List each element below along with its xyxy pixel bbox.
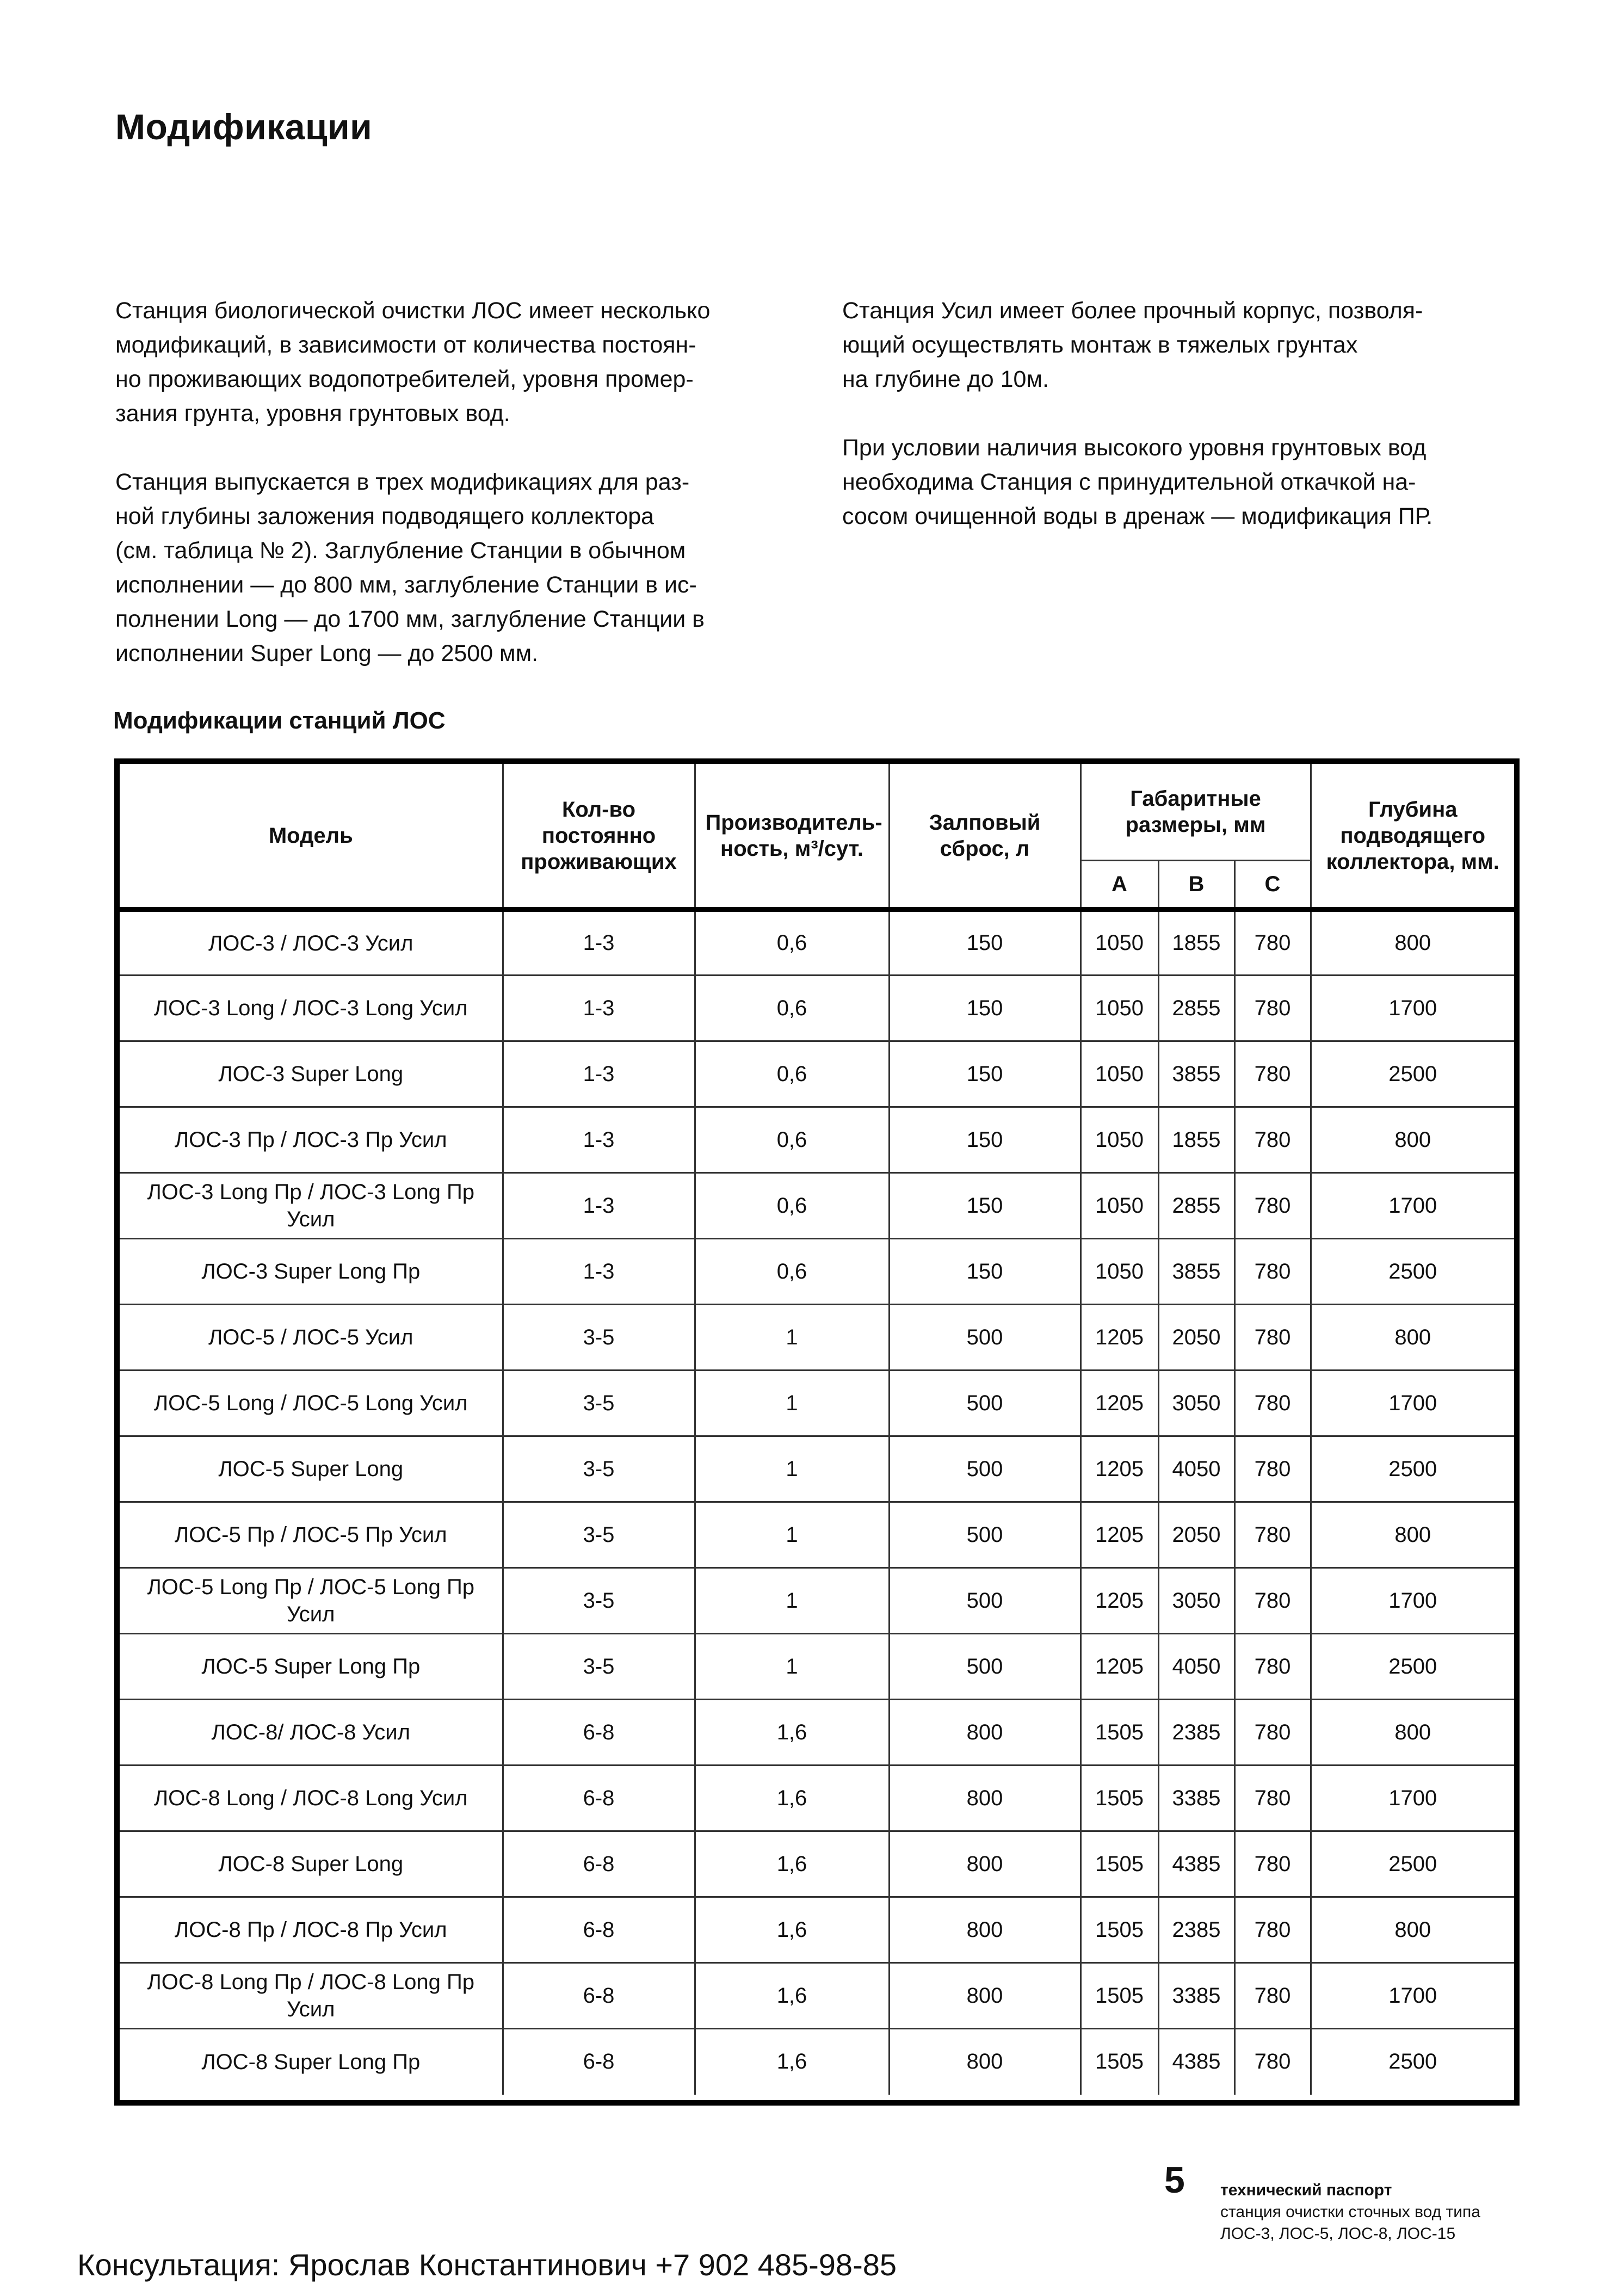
cell-capacity: 1 (695, 1305, 889, 1371)
cell-dim-c: 780 (1234, 1041, 1311, 1107)
cell-dim-c: 780 (1234, 1239, 1311, 1305)
cell-dim-b: 3050 (1158, 1568, 1234, 1634)
left-column-text (115, 294, 790, 705)
cell-depth: 1700 (1311, 1963, 1514, 2029)
cell-discharge: 150 (889, 976, 1080, 1041)
cell-model: ЛОС-8 Long Пр / ЛОС-8 Long Пр Усил (120, 1963, 503, 2029)
table-row (120, 1963, 1514, 2029)
cell-residents: 3-5 (503, 1568, 695, 1634)
table-row (120, 2029, 1514, 2095)
table-row (120, 976, 1514, 1041)
consultation-contact: Консультация: Ярослав Константинович +7 902 485-98-85 (77, 2248, 897, 2282)
cell-dim-c: 780 (1234, 2029, 1311, 2095)
cell-residents: 3-5 (503, 1502, 695, 1568)
cell-dim-b: 2050 (1158, 1502, 1234, 1568)
cell-discharge: 800 (889, 1766, 1080, 1831)
cell-model: ЛОС-3 Long Пр / ЛОС-3 Long Пр Усил (120, 1173, 503, 1239)
cell-dim-b: 3385 (1158, 1766, 1234, 1831)
cell-dim-a: 1505 (1080, 1700, 1158, 1766)
cell-dim-b: 3050 (1158, 1371, 1234, 1436)
table-row (120, 1041, 1514, 1107)
cell-dim-a: 1050 (1080, 1041, 1158, 1107)
cell-capacity: 1 (695, 1568, 889, 1634)
cell-dim-c: 780 (1234, 976, 1311, 1041)
header-discharge: Залповый сброс, л (889, 764, 1080, 910)
table-row (120, 1107, 1514, 1173)
cell-depth: 800 (1311, 1305, 1514, 1371)
cell-dim-b: 2050 (1158, 1305, 1234, 1371)
page-number: 5 (1164, 2159, 1185, 2201)
cell-depth: 2500 (1311, 1436, 1514, 1502)
cell-residents: 6-8 (503, 1700, 695, 1766)
cell-residents: 3-5 (503, 1436, 695, 1502)
cell-dim-a: 1050 (1080, 1173, 1158, 1239)
cell-dim-b: 1855 (1158, 910, 1234, 976)
cell-dim-b: 2385 (1158, 1897, 1234, 1963)
cell-residents: 3-5 (503, 1305, 695, 1371)
cell-capacity: 0,6 (695, 1173, 889, 1239)
table-row (120, 1173, 1514, 1239)
cell-capacity: 1 (695, 1371, 889, 1436)
cell-dim-b: 2385 (1158, 1700, 1234, 1766)
cell-capacity: 1,6 (695, 1831, 889, 1897)
table-row (120, 1371, 1514, 1436)
cell-dim-c: 780 (1234, 1371, 1311, 1436)
cell-depth: 2500 (1311, 2029, 1514, 2095)
cell-dim-a: 1205 (1080, 1371, 1158, 1436)
cell-discharge: 500 (889, 1502, 1080, 1568)
cell-residents: 6-8 (503, 1963, 695, 2029)
cell-dim-b: 2855 (1158, 1173, 1234, 1239)
cell-dim-a: 1205 (1080, 1502, 1158, 1568)
cell-dim-c: 780 (1234, 1107, 1311, 1173)
cell-dim-a: 1050 (1080, 1107, 1158, 1173)
paragraph: Станция выпускается в трех модификациях для раз- ной глубины заложения подводящего коллектора (см. таблица № 2). Заглубление Станции в обычном исполнении — до 800 мм, заглубление Станции в ис- полнении Long — до 1700 мм, заглубление Станции в исполнении Super Long — до 2500 мм. (115, 469, 705, 666)
cell-capacity: 0,6 (695, 976, 889, 1041)
cell-dim-a: 1050 (1080, 1239, 1158, 1305)
modifications-table (114, 758, 1520, 2106)
cell-model: ЛОС-3 Long / ЛОС-3 Long Усил (120, 976, 503, 1041)
cell-residents: 1-3 (503, 910, 695, 976)
header-dim-b: B (1158, 861, 1234, 910)
cell-discharge: 150 (889, 1173, 1080, 1239)
header-dim-c: C (1234, 861, 1311, 910)
cell-residents: 6-8 (503, 1831, 695, 1897)
cell-dim-c: 780 (1234, 1634, 1311, 1700)
cell-depth: 800 (1311, 1700, 1514, 1766)
paragraph: Станция Усил имеет более прочный корпус, позволя- ющий осуществлять монтаж в тяжелых грунтах на глубине до 10м. (842, 298, 1423, 392)
cell-residents: 1-3 (503, 1107, 695, 1173)
right-column-text (842, 294, 1517, 568)
cell-depth: 1700 (1311, 1766, 1514, 1831)
cell-dim-a: 1050 (1080, 910, 1158, 976)
cell-discharge: 500 (889, 1634, 1080, 1700)
cell-dim-c: 780 (1234, 1897, 1311, 1963)
cell-dim-a: 1505 (1080, 2029, 1158, 2095)
table-row (120, 1897, 1514, 1963)
cell-discharge: 800 (889, 1831, 1080, 1897)
cell-model: ЛОС-5 Long / ЛОС-5 Long Усил (120, 1371, 503, 1436)
cell-model: ЛОС-3 Super Long Пр (120, 1239, 503, 1305)
cell-capacity: 0,6 (695, 910, 889, 976)
cell-residents: 6-8 (503, 1766, 695, 1831)
table-row (120, 1436, 1514, 1502)
header-depth: Глубина подводящего коллектора, мм. (1311, 764, 1514, 910)
cell-dim-c: 780 (1234, 1766, 1311, 1831)
cell-model: ЛОС-8 Super Long Пр (120, 2029, 503, 2095)
cell-model: ЛОС-3 / ЛОС-3 Усил (120, 910, 503, 976)
cell-residents: 3-5 (503, 1371, 695, 1436)
cell-dim-b: 2855 (1158, 976, 1234, 1041)
cell-model: ЛОС-5 Super Long Пр (120, 1634, 503, 1700)
cell-dim-a: 1205 (1080, 1568, 1158, 1634)
cell-dim-a: 1205 (1080, 1305, 1158, 1371)
cell-model: ЛОС-8 Long / ЛОС-8 Long Усил (120, 1766, 503, 1831)
cell-dim-a: 1205 (1080, 1436, 1158, 1502)
paragraph: При условии наличия высокого уровня грунтовых вод необходима Станция с принудительной откачкой на- сосом очищенной воды в дренаж — модификация ПР. (842, 435, 1433, 529)
cell-discharge: 800 (889, 1897, 1080, 1963)
cell-discharge: 500 (889, 1371, 1080, 1436)
table-row (120, 1766, 1514, 1831)
cell-model: ЛОС-5 / ЛОС-5 Усил (120, 1305, 503, 1371)
cell-depth: 1700 (1311, 1173, 1514, 1239)
cell-model: ЛОС-8/ ЛОС-8 Усил (120, 1700, 503, 1766)
cell-dim-c: 780 (1234, 1305, 1311, 1371)
cell-capacity: 0,6 (695, 1041, 889, 1107)
cell-depth: 800 (1311, 1502, 1514, 1568)
footer-doc-info (1220, 2180, 1480, 2245)
header-dimensions: Габаритные размеры, мм (1080, 764, 1311, 861)
table-row (120, 1831, 1514, 1897)
cell-model: ЛОС-5 Long Пр / ЛОС-5 Long Пр Усил (120, 1568, 503, 1634)
cell-depth: 1700 (1311, 1371, 1514, 1436)
footer-doc-subtitle: станция очистки сточных вод типа (1220, 2203, 1480, 2221)
cell-discharge: 150 (889, 1107, 1080, 1173)
cell-dim-b: 1855 (1158, 1107, 1234, 1173)
table-row (120, 1634, 1514, 1700)
cell-residents: 6-8 (503, 2029, 695, 2095)
cell-dim-c: 780 (1234, 1173, 1311, 1239)
cell-dim-b: 4385 (1158, 1831, 1234, 1897)
header-residents: Кол-во постоянно проживающих (503, 764, 695, 910)
cell-dim-b: 4050 (1158, 1436, 1234, 1502)
cell-dim-c: 780 (1234, 1568, 1311, 1634)
table-body (120, 910, 1514, 2095)
cell-discharge: 500 (889, 1305, 1080, 1371)
cell-residents: 1-3 (503, 1239, 695, 1305)
cell-dim-b: 3855 (1158, 1239, 1234, 1305)
cell-dim-a: 1505 (1080, 1831, 1158, 1897)
cell-model: ЛОС-5 Super Long (120, 1436, 503, 1502)
table-row (120, 1502, 1514, 1568)
paragraph: Станция биологической очистки ЛОС имеет несколько модификаций, в зависимости от количества постоян- но проживающих водопотребителей, уровня промер- зания грунта, уровня грунтовых вод. (115, 298, 711, 427)
table-row (120, 910, 1514, 976)
cell-model: ЛОС-5 Пр / ЛОС-5 Пр Усил (120, 1502, 503, 1568)
table-row (120, 1305, 1514, 1371)
cell-dim-a: 1505 (1080, 1963, 1158, 2029)
cell-capacity: 0,6 (695, 1239, 889, 1305)
cell-dim-b: 3385 (1158, 1963, 1234, 2029)
cell-discharge: 800 (889, 1700, 1080, 1766)
cell-capacity: 1,6 (695, 1897, 889, 1963)
table-row (120, 1239, 1514, 1305)
cell-residents: 1-3 (503, 976, 695, 1041)
cell-depth: 800 (1311, 1107, 1514, 1173)
cell-depth: 2500 (1311, 1239, 1514, 1305)
page-title: Модификации (115, 107, 373, 147)
cell-dim-b: 3855 (1158, 1041, 1234, 1107)
cell-discharge: 150 (889, 910, 1080, 976)
cell-discharge: 150 (889, 1041, 1080, 1107)
cell-capacity: 1 (695, 1634, 889, 1700)
cell-dim-c: 780 (1234, 1436, 1311, 1502)
cell-depth: 2500 (1311, 1831, 1514, 1897)
cell-dim-a: 1505 (1080, 1766, 1158, 1831)
cell-depth: 2500 (1311, 1634, 1514, 1700)
cell-model: ЛОС-8 Пр / ЛОС-8 Пр Усил (120, 1897, 503, 1963)
cell-dim-b: 4385 (1158, 2029, 1234, 2095)
cell-depth: 2500 (1311, 1041, 1514, 1107)
cell-discharge: 800 (889, 2029, 1080, 2095)
cell-depth: 1700 (1311, 976, 1514, 1041)
cell-dim-c: 780 (1234, 1963, 1311, 2029)
header-model: Модель (120, 764, 503, 910)
cell-dim-c: 780 (1234, 910, 1311, 976)
footer-doc-models: ЛОС-3, ЛОС-5, ЛОС-8, ЛОС-15 (1220, 2225, 1456, 2243)
table-row (120, 1700, 1514, 1766)
footer-doc-title: технический паспорт (1220, 2181, 1392, 2199)
cell-dim-a: 1050 (1080, 976, 1158, 1041)
cell-discharge: 800 (889, 1963, 1080, 2029)
cell-residents: 1-3 (503, 1173, 695, 1239)
cell-depth: 800 (1311, 910, 1514, 976)
cell-depth: 800 (1311, 1897, 1514, 1963)
cell-model: ЛОС-3 Super Long (120, 1041, 503, 1107)
table-title: Модификации станций ЛОС (113, 707, 446, 734)
cell-dim-c: 780 (1234, 1831, 1311, 1897)
cell-capacity: 1 (695, 1502, 889, 1568)
cell-capacity: 0,6 (695, 1107, 889, 1173)
cell-capacity: 1,6 (695, 1700, 889, 1766)
cell-discharge: 150 (889, 1239, 1080, 1305)
cell-dim-a: 1205 (1080, 1634, 1158, 1700)
cell-capacity: 1,6 (695, 1963, 889, 2029)
header-dim-a: A (1080, 861, 1158, 910)
cell-dim-c: 780 (1234, 1700, 1311, 1766)
cell-capacity: 1,6 (695, 1766, 889, 1831)
cell-residents: 6-8 (503, 1897, 695, 1963)
cell-discharge: 500 (889, 1436, 1080, 1502)
cell-depth: 1700 (1311, 1568, 1514, 1634)
cell-residents: 1-3 (503, 1041, 695, 1107)
cell-model: ЛОС-3 Пр / ЛОС-3 Пр Усил (120, 1107, 503, 1173)
cell-residents: 3-5 (503, 1634, 695, 1700)
cell-dim-b: 4050 (1158, 1634, 1234, 1700)
cell-dim-a: 1505 (1080, 1897, 1158, 1963)
cell-model: ЛОС-8 Super Long (120, 1831, 503, 1897)
cell-capacity: 1 (695, 1436, 889, 1502)
cell-discharge: 500 (889, 1568, 1080, 1634)
header-capacity: Производитель-ность, м³/сут. (695, 764, 889, 910)
table-row (120, 1568, 1514, 1634)
cell-dim-c: 780 (1234, 1502, 1311, 1568)
cell-capacity: 1,6 (695, 2029, 889, 2095)
